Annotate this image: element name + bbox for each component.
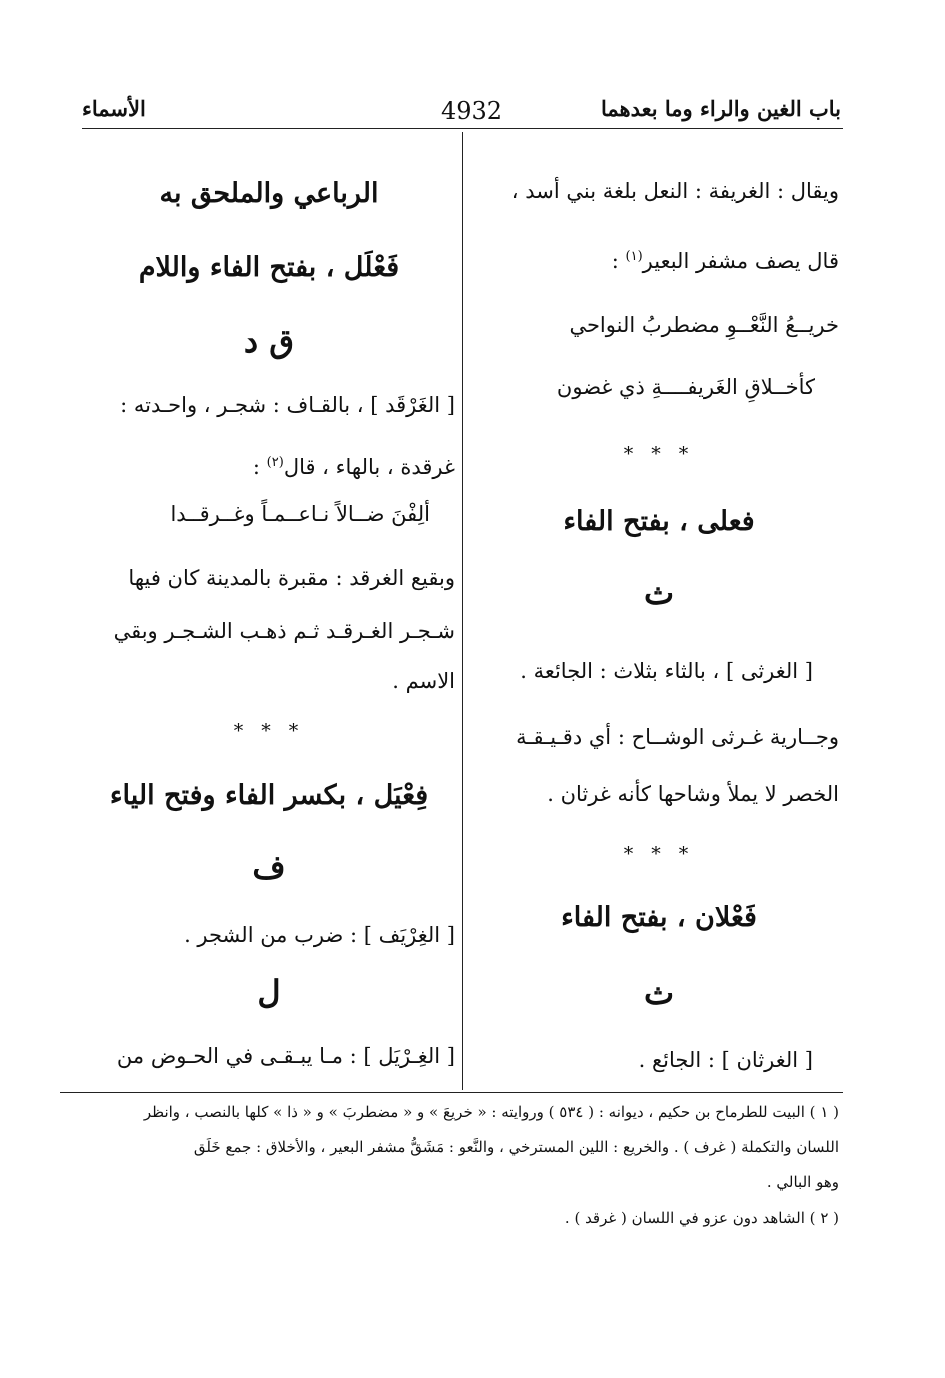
left-heading-1: الرباعي والملحق به (159, 178, 379, 209)
separator-stars: * * * (623, 843, 695, 865)
separator-stars: * * * (623, 443, 695, 465)
left-letter-1: ق د (243, 322, 295, 360)
chapter-title: باب الغين والراء وما بعدهما (600, 96, 841, 121)
header-divider (82, 128, 843, 129)
footnote-1-line-1: ( ١ ) البيت للطرماح بن حكيم ، ديوانه : ( ٥٣٤ ) وروايته : « خريعَ » و « مضطربَ » و « ذا » كلها بالنصب ، وانظر (143, 1103, 839, 1121)
left-letter-2: ف (252, 848, 286, 886)
footnote-2: ( ٢ ) الشاهد دون عزو في اللسان ( غرقد ) . (564, 1209, 839, 1227)
right-line-6: [ الغرثان ] : الجائع . (638, 1048, 813, 1072)
right-line-5: الخصر لا يملأ وشاحها كأنه غرثان . (547, 782, 839, 806)
left-line-1: [ الغَرْقَد ] ، بالقـاف : شجـر ، واحـدته : (120, 393, 455, 417)
left-line-6: [ الغِرْيَف ] : ضرب من الشجر . (184, 923, 455, 947)
right-heading-1: فعلى ، بفتح الفاء (563, 506, 755, 537)
footnote-1-line-2: اللسان والتكملة ( غرف ) . والخريع : اللين المسترخي ، والنَّعو : مَشَقُّ مشفر البعير ، والأخلاق : جمع خَلَق (193, 1138, 839, 1156)
right-letter-1: ث (643, 574, 675, 612)
left-heading-2: فَعْلَل ، بفتح الفاء واللام (138, 252, 400, 283)
left-letter-3: ل (257, 973, 281, 1011)
section-title: الأسماء (82, 96, 146, 121)
left-heading-3: فِعْيَل ، بكسر الفاء وفتح الياء (109, 780, 429, 811)
left-verse-1: ألِفْنَ ضــالاً نـاعــمـاً وغــرقــدا (170, 502, 430, 526)
left-line-4: شـجـر الغـرقـد ثـم ذهـب الشـجـر وبقي (113, 619, 455, 643)
separator-stars: * * * (233, 720, 305, 742)
right-line-4: وجــارية غـرثى الوشــاح : أي دقـيـقـة (516, 725, 839, 749)
footnote-ref-1: (١) (625, 249, 643, 264)
left-line-2: غرقدة ، بالهاء ، قال$^{(٢)}$ : (252, 455, 455, 479)
left-line-7: [ الغِـرْيَل ] : مـا يبـقـى في الحـوض من (116, 1044, 455, 1068)
right-line-1: ويقال : الغريفة : النعل بلغة بني أسد ، (511, 179, 839, 203)
footnote-1-line-3: وهو البالي . (766, 1173, 839, 1191)
right-heading-2: فَعْلان ، بفتح الفاء (561, 902, 757, 933)
right-line-3: [ الغرثى ] ، بالثاء بثلاث : الجائعة . (520, 659, 813, 683)
footnote-divider (60, 1092, 843, 1093)
right-letter-2: ث (643, 974, 675, 1012)
right-verse-1: خريــعُ النَّعْــوِ مضطربُ النواحي (569, 313, 839, 337)
left-line-5: الاسم . (392, 669, 455, 693)
footnote-ref-2: (٢) (266, 455, 284, 470)
column-divider (462, 132, 463, 1090)
left-line-3: وبقيع الغرقد : مقبرة بالمدينة كان فيها (128, 566, 455, 590)
right-verse-2: كأخــلاقِ الغَريفــــةِ ذي غضون (556, 375, 815, 399)
page-number: 4932 (441, 97, 503, 125)
right-line-2: قال يصف مشفر البعير$^{(١)}$ : (611, 249, 839, 273)
